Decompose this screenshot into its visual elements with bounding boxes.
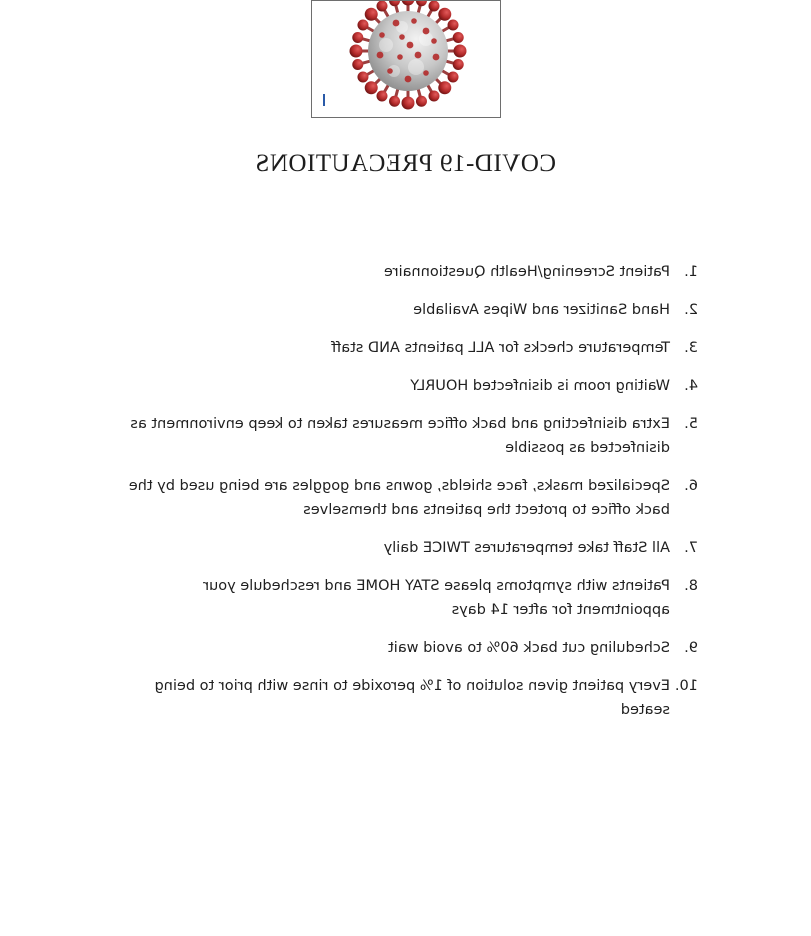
list-number: 7. bbox=[684, 540, 698, 556]
list-text: Waiting room is disinfected HOURLY bbox=[410, 378, 670, 394]
list-number: 4. bbox=[684, 378, 698, 394]
list-item bbox=[118, 674, 698, 722]
list-text: Hand Sanitizer and Wipes Available bbox=[413, 302, 670, 318]
list-item bbox=[118, 298, 698, 322]
list-text: Patient Screening/Health Questionnaire bbox=[384, 264, 670, 280]
list-item bbox=[118, 574, 698, 622]
list-number: 3. bbox=[684, 340, 698, 356]
list-item bbox=[118, 536, 698, 560]
list-text: Temperature checks for ALL patients AND staff bbox=[331, 340, 670, 356]
list-text: Specialized masks, face shields, gowns and goggles are being used by the back office to protect the patients and themselves bbox=[128, 478, 670, 518]
list-item bbox=[118, 260, 698, 284]
list-item bbox=[118, 374, 698, 398]
list-number: 5. bbox=[684, 416, 698, 432]
list-number: 1. bbox=[684, 264, 698, 280]
text-cursor bbox=[323, 94, 325, 106]
list-number: 8. bbox=[684, 578, 698, 594]
list-number: 10. bbox=[674, 678, 698, 694]
list-text: Every patient given solution of 1% peroxide to rinse with prior to being seated bbox=[154, 678, 670, 718]
list-item bbox=[118, 474, 698, 522]
virus-graphic bbox=[350, 1, 467, 110]
document-title: COVID-19 PRECAUTIONS bbox=[255, 150, 556, 177]
list-text: Scheduling cut back 60% to avoid wait bbox=[388, 640, 670, 656]
precautions-list bbox=[118, 260, 698, 736]
list-number: 6. bbox=[684, 478, 698, 494]
list-item bbox=[118, 336, 698, 360]
list-number: 9. bbox=[684, 640, 698, 656]
list-text: All Staff take temperatures TWICE daily bbox=[383, 540, 670, 556]
list-text: Extra disinfecting and back office measures taken to keep environment as disinfected as possible bbox=[130, 416, 670, 456]
list-item bbox=[118, 636, 698, 660]
coronavirus-illustration-icon bbox=[311, 1, 500, 118]
list-item bbox=[118, 412, 698, 460]
list-text: Patients with symptoms please STAY HOME and reschedule your appointment for after 14 days bbox=[203, 578, 670, 618]
list-number: 2. bbox=[684, 302, 698, 318]
covid-image-frame bbox=[311, 0, 501, 118]
